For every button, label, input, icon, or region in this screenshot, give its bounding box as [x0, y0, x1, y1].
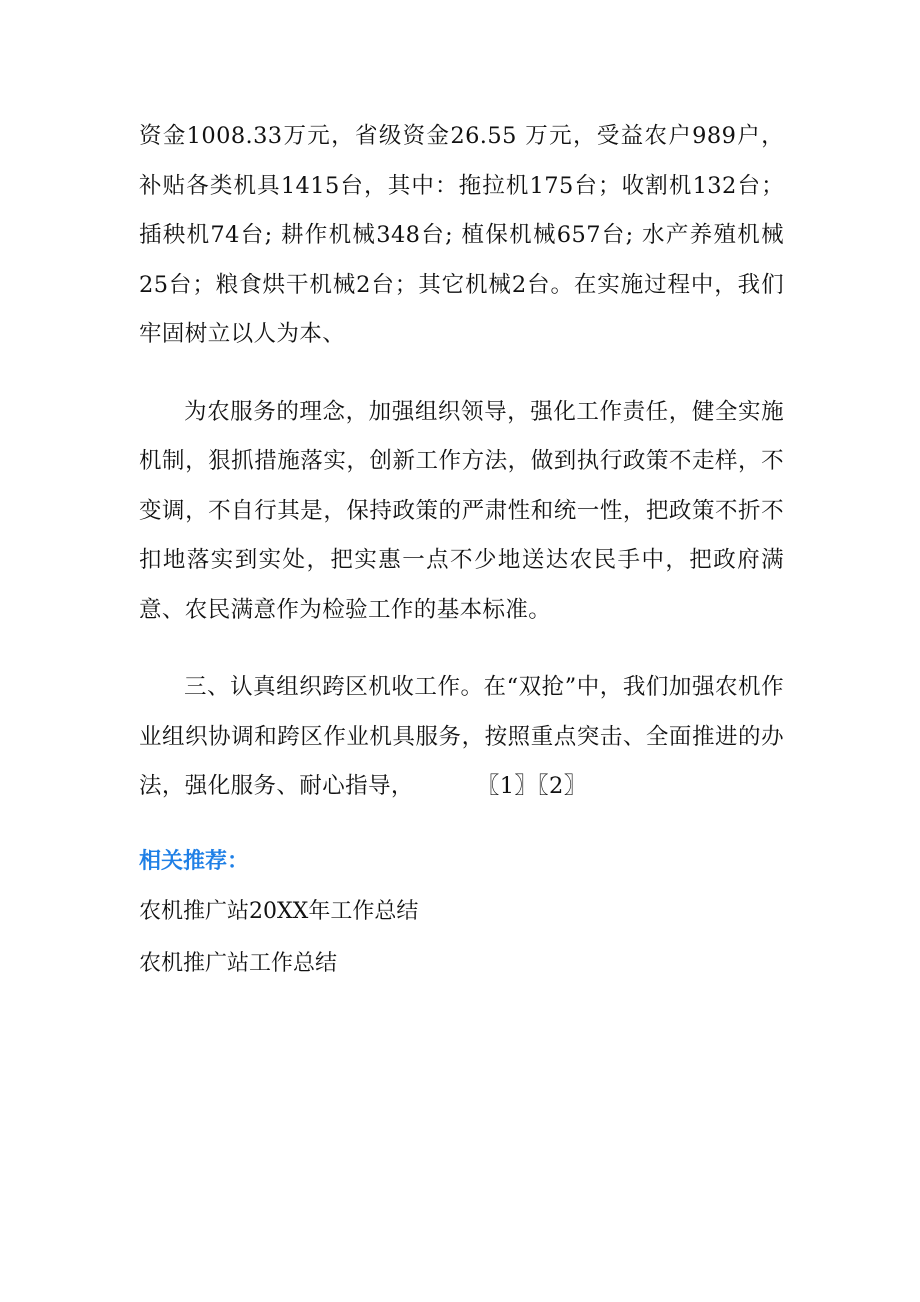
related-link[interactable]: 农机推广站20XX年工作总结 — [139, 898, 419, 924]
paragraph-3-text: 三、认真组织跨区机收工作。在“双抢”中，我们加强农机作业组织协调和跨区作业机具服务，按照重点突击、全面推进的办法，强化服务、耐心指导， — [139, 674, 784, 799]
related-section — [139, 838, 784, 990]
related-link[interactable]: 农机推广站工作总结 — [139, 950, 338, 976]
paragraph-1-text: 资金1008.33万元，省级资金26.55 万元，受益农户989户，补贴各类机具1415台，其中：拖拉机175台；收割机132台；插秧机74台; 耕作机械348台; 植保机械657台; 水产养殖机械25台；粮食烘干机械2台；其它机械2台。在实施过程中，我们牢固树立以人为本、 — [139, 123, 784, 347]
related-item — [139, 886, 784, 938]
related-item — [139, 938, 784, 990]
page-link-2[interactable]: 〖2〗 — [537, 773, 587, 799]
related-title: 相关推荐： — [139, 848, 250, 874]
document-page — [139, 112, 784, 990]
paragraph-2-text: 为农服务的理念，加强组织领导，强化工作责任，健全实施机制，狠抓措施落实，创新工作方法，做到执行政策不走样，不变调，不自行其是，保持政策的严肃性和统一性，把政策不折不扣地落实到实处，把实惠一点不少地送达农民手中，把政府满意、农民满意作为检验工作的基本标准。 — [139, 398, 784, 623]
related-list — [139, 886, 784, 990]
page-link-1[interactable]: 〖1〗 — [476, 773, 538, 799]
pagination — [432, 762, 587, 812]
article-paragraph-1 — [139, 112, 784, 360]
article-paragraph-2 — [139, 388, 784, 636]
article-paragraph-3 — [139, 663, 784, 812]
